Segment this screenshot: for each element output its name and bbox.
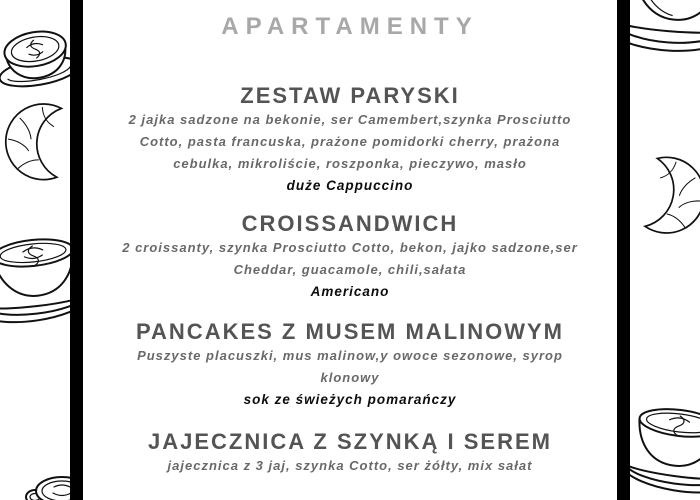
dish-drink: sok ze świeżych pomarańczy xyxy=(243,392,457,407)
menu-section-zestaw-paryski xyxy=(83,83,617,197)
menu-card xyxy=(70,0,630,500)
menu-section-jajecznica xyxy=(83,429,617,477)
menu-section-pancakes xyxy=(83,319,617,411)
dish-name: JAJECZNICA Z SZYNKĄ I SEREM xyxy=(147,429,552,454)
dish-drink: Americano xyxy=(310,284,390,299)
menu-title: APARTAMENTY xyxy=(221,13,479,40)
dish-description: 2 jajka sadzone na bekonie, ser Camembert,szynka Prosciutto Cotto, pasta francuska, prażone pomidorki cherry, prażona cebulka, mikroliście, roszponka, pieczywo, masło xyxy=(128,112,572,171)
dish-description: Puszyste placuszki, mus malinow,y owoce sezonowe, syrop klonowy xyxy=(137,348,563,385)
menu-content xyxy=(83,0,617,477)
croissant-icon xyxy=(626,146,700,246)
dish-name: ZESTAW PARYSKI xyxy=(240,83,460,108)
menu-section-croissandwich xyxy=(83,211,617,303)
dish-name: PANCAKES Z MUSEM MALINOWYM xyxy=(135,319,565,344)
coffee-cup-saucer-icon xyxy=(628,0,700,64)
dish-name: CROISSANDWICH xyxy=(241,211,459,236)
dish-description: jajecznica z 3 jaj, szynka Cotto, ser żółty, mix sałat xyxy=(167,458,533,473)
dish-description: 2 croissanty, szynka Prosciutto Cotto, bekon, jajko sadzone,ser Cheddar, guacamole, chili,sałata xyxy=(122,240,578,277)
coffee-cup-saucer-icon xyxy=(622,394,700,500)
dish-drink: duże Cappuccino xyxy=(286,178,414,193)
